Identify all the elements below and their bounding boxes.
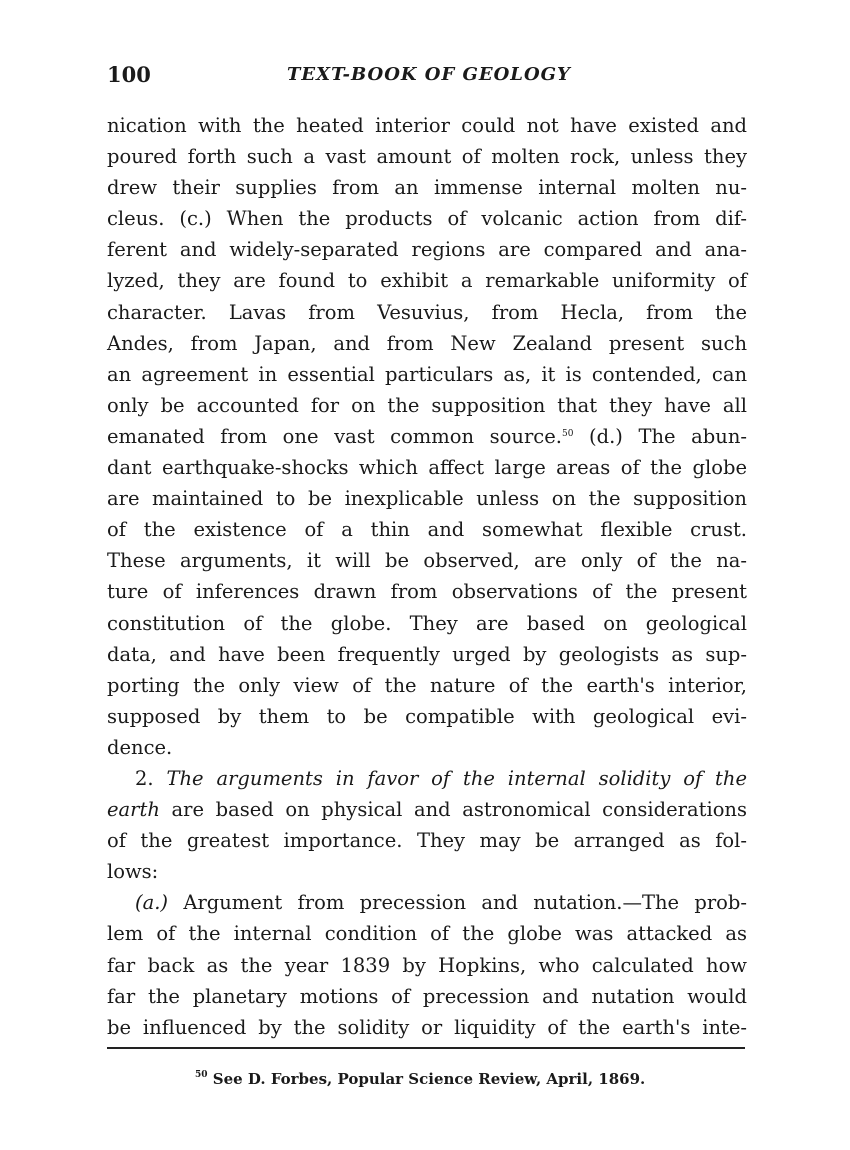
text-line: far back as the year 1839 by Hopkins, who calculated how	[107, 953, 747, 977]
text-line: cleus. (c.) When the products of volcanic action from dif-	[107, 207, 747, 231]
text-segment: emanated from one vast common source.	[107, 424, 562, 448]
text-line: of the greatest importance. They may be arranged as fol-	[107, 829, 747, 853]
text-segment: Argument from precession and nutation.—The prob-	[168, 891, 747, 915]
text-line: drew their supplies from an immense internal molten nu-	[107, 176, 747, 200]
page-number: 100	[107, 62, 151, 87]
text-line: ture of inferences drawn from observations of the present	[107, 580, 747, 604]
text-line: be influenced by the solidity or liquidity of the earth's inte-	[107, 1015, 747, 1039]
page-header	[107, 62, 747, 92]
text-line: nication with the heated interior could not have existed and	[107, 114, 747, 137]
text-line: lows:	[107, 860, 159, 884]
text-line: lyzed, they are found to exhibit a remarkable uniformity of	[107, 269, 747, 293]
footnote-number: 50	[195, 1070, 208, 1080]
body-text	[107, 110, 747, 1043]
text-line: These arguments, it will be observed, are only of the na-	[107, 549, 747, 573]
text-line: lem of the internal condition of the globe was attacked as	[107, 922, 747, 946]
footnote	[195, 1070, 645, 1088]
text-line: Andes, from Japan, and from New Zealand present such	[107, 331, 747, 355]
italic-phrase: The arguments in favor of the internal solidity of the	[166, 766, 747, 790]
text-line: constitution of the globe. They are based on geological	[107, 611, 747, 635]
text-line: dence.	[107, 735, 173, 759]
text-line: an agreement in essential particulars as, it is contended, can	[107, 362, 747, 386]
text-line	[107, 421, 747, 452]
running-head: TEXT-BOOK OF GEOLOGY	[287, 64, 571, 85]
text-line: porting the only view of the nature of the earth's interior,	[107, 673, 747, 697]
footnote-divider	[107, 1047, 745, 1049]
subsection-label: (a.)	[135, 891, 169, 915]
text-line	[107, 794, 747, 825]
footnote-reference: 50	[561, 428, 574, 439]
text-line: far the planetary motions of precession and nutation would	[107, 984, 747, 1008]
text-line: supposed by them to be compatible with geological evi-	[107, 704, 747, 728]
text-line: of the existence of a thin and somewhat flexible crust.	[107, 518, 747, 542]
text-line: only be accounted for on the supposition that they have all	[107, 393, 747, 417]
paragraph-2-line-1	[107, 763, 747, 794]
paragraph-3-line-1	[107, 887, 747, 918]
italic-phrase: earth	[107, 798, 160, 822]
text-segment: (d.) The abun-	[573, 424, 747, 448]
text-line: are maintained to be inexplicable unless on the supposition	[107, 487, 747, 511]
text-line: poured forth such a vast amount of molten rock, unless they	[107, 145, 747, 169]
footnote-text: See D. Forbes, Popular Science Review, April, 1869.	[207, 1070, 646, 1088]
text-line: ferent and widely-separated regions are compared and ana-	[107, 238, 747, 262]
text-segment: are based on physical and astronomical considerations	[159, 798, 747, 822]
text-line: character. Lavas from Vesuvius, from Hecla, from the	[107, 300, 747, 324]
paragraph-number: 2.	[135, 766, 154, 790]
text-line: data, and have been frequently urged by geologists as sup-	[107, 642, 747, 666]
text-line: dant earthquake-shocks which affect large areas of the globe	[107, 456, 747, 480]
